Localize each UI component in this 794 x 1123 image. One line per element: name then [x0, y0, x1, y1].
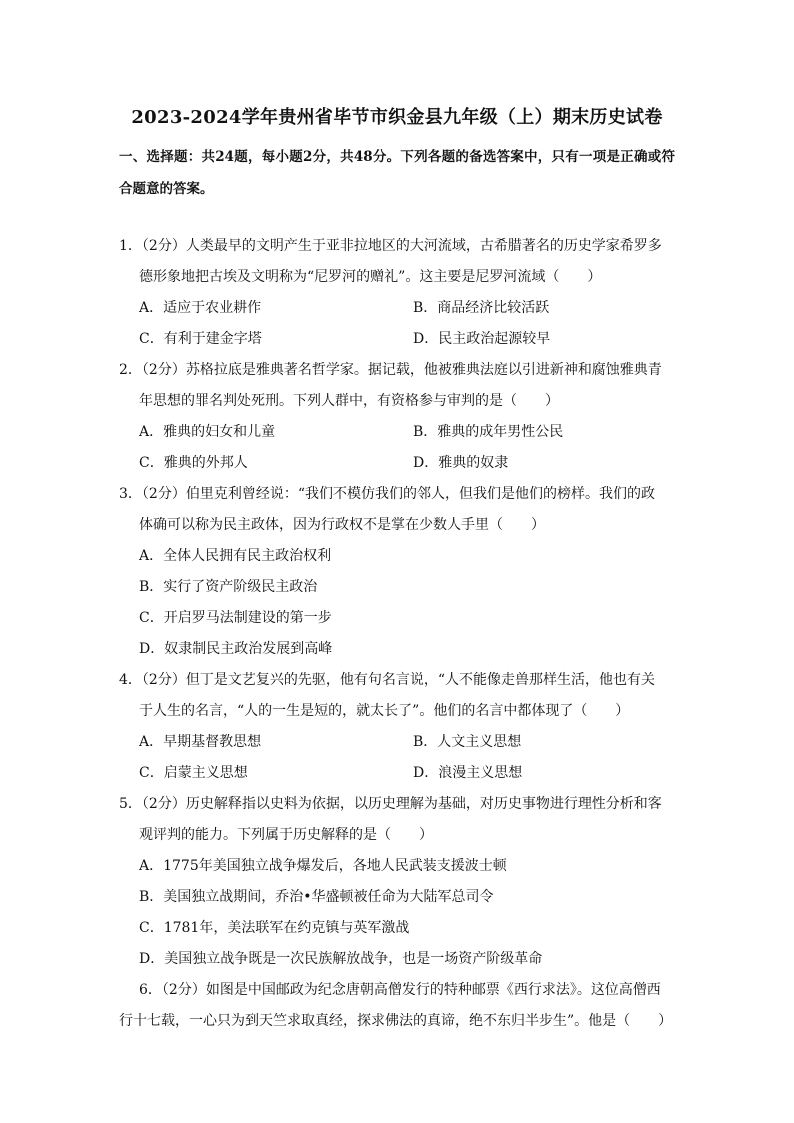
- question-3-line-2: 体确可以称为民主政体，因为行政权不是掌在少数人手里（ ）: [139, 517, 545, 533]
- question-4-option-d: D．浪漫主义思想: [413, 765, 523, 781]
- question-3-option-b: B．实行了资产阶级民主政治: [139, 579, 318, 595]
- question-5-option-a: A．1775年美国独立战争爆发后，各地人民武装支援波士顿: [139, 858, 507, 874]
- question-1-option-a: A．适应于农业耕作: [139, 300, 262, 316]
- question-2-line-1: 2．（2分）苏格拉底是雅典著名哲学家。据记载，他被雅典法庭以引进新神和腐蚀雅典青: [119, 362, 662, 378]
- question-5-option-c: C．1781年，美法联军在约克镇与英军激战: [139, 920, 410, 936]
- section-heading: 一、选择题：共24题，每小题2分，共48分。下列各题的备选答案中，只有一项是正确或符合题意的答案。: [119, 149, 675, 197]
- question-1-line-2: 德形象地把古埃及文明称为“尼罗河的赠礼”。这主要是尼罗河流域（ ）: [139, 269, 602, 285]
- question-1-line-1: 1．（2分）人类最早的文明产生于亚非拉地区的大河流域，古希腊著名的历史学家希罗多: [119, 238, 662, 254]
- question-1-option-b: B．商品经济比较活跃: [413, 300, 550, 316]
- question-1-option-d: D．民主政治起源较早: [413, 331, 551, 347]
- question-4-line-2: 于人生的名言，“人的一生是短的，就太长了”。他们的名言中都体现了（ ）: [139, 703, 630, 719]
- question-5-option-d: D．美国独立战争既是一次民族解放战争，也是一场资产阶级革命: [139, 951, 543, 967]
- question-4-option-c: C．启蒙主义思想: [139, 765, 248, 781]
- question-3-option-d: D．奴隶制民主政治发展到高峰: [139, 641, 333, 657]
- question-6-line-2: 行十七载，一心只为到天竺求取真经，探求佛法的真谛，绝不东归半步生”。他是（ ）: [119, 1013, 673, 1029]
- question-3-option-a: A．全体人民拥有民主政治权利: [139, 548, 332, 564]
- question-4-line-1: 4．（2分）但丁是文艺复兴的先驱，他有句名言说，“人不能像走兽那样生活，他也有关: [119, 672, 655, 688]
- question-1-option-c: C．有利于建金字塔: [139, 331, 262, 347]
- question-4-option-b: B．人文主义思想: [413, 734, 522, 750]
- question-5-line-1: 5．（2分）历史解释指以史料为依据，以历史理解为基础，对历史事物进行理性分析和客: [119, 796, 662, 812]
- question-4-option-a: A．早期基督教思想: [139, 734, 262, 750]
- question-3-line-1: 3．（2分）伯里克利曾经说：“我们不模仿我们的邻人，但我们是他们的榜样。我们的政: [119, 486, 655, 502]
- question-2-option-d: D．雅典的奴隶: [413, 455, 509, 471]
- question-2-option-a: A．雅典的妇女和儿童: [139, 424, 276, 440]
- question-5-option-b: B．美国独立战期间，乔治•华盛顿被任命为大陆军总司令: [139, 889, 494, 905]
- page-title: 2023-2024学年贵州省毕节市织金县九年级（上）期末历史试卷: [131, 107, 663, 128]
- question-6-line-1: 6．（2分）如图是中国邮政为纪念唐朝高僧发行的特种邮票《西行求法》。这位高僧西: [139, 982, 661, 998]
- question-5-line-2: 观评判的能力。下列属于历史解释的是（ ）: [139, 827, 433, 843]
- question-2-option-b: B．雅典的成年男性公民: [413, 424, 564, 440]
- question-2-option-c: C．雅典的外邦人: [139, 455, 248, 471]
- question-3-option-c: C．开启罗马法制建设的第一步: [139, 610, 332, 626]
- question-2-line-2: 年思想的罪名判处死刑。下列人群中，有资格参与审判的是（ ）: [139, 393, 559, 409]
